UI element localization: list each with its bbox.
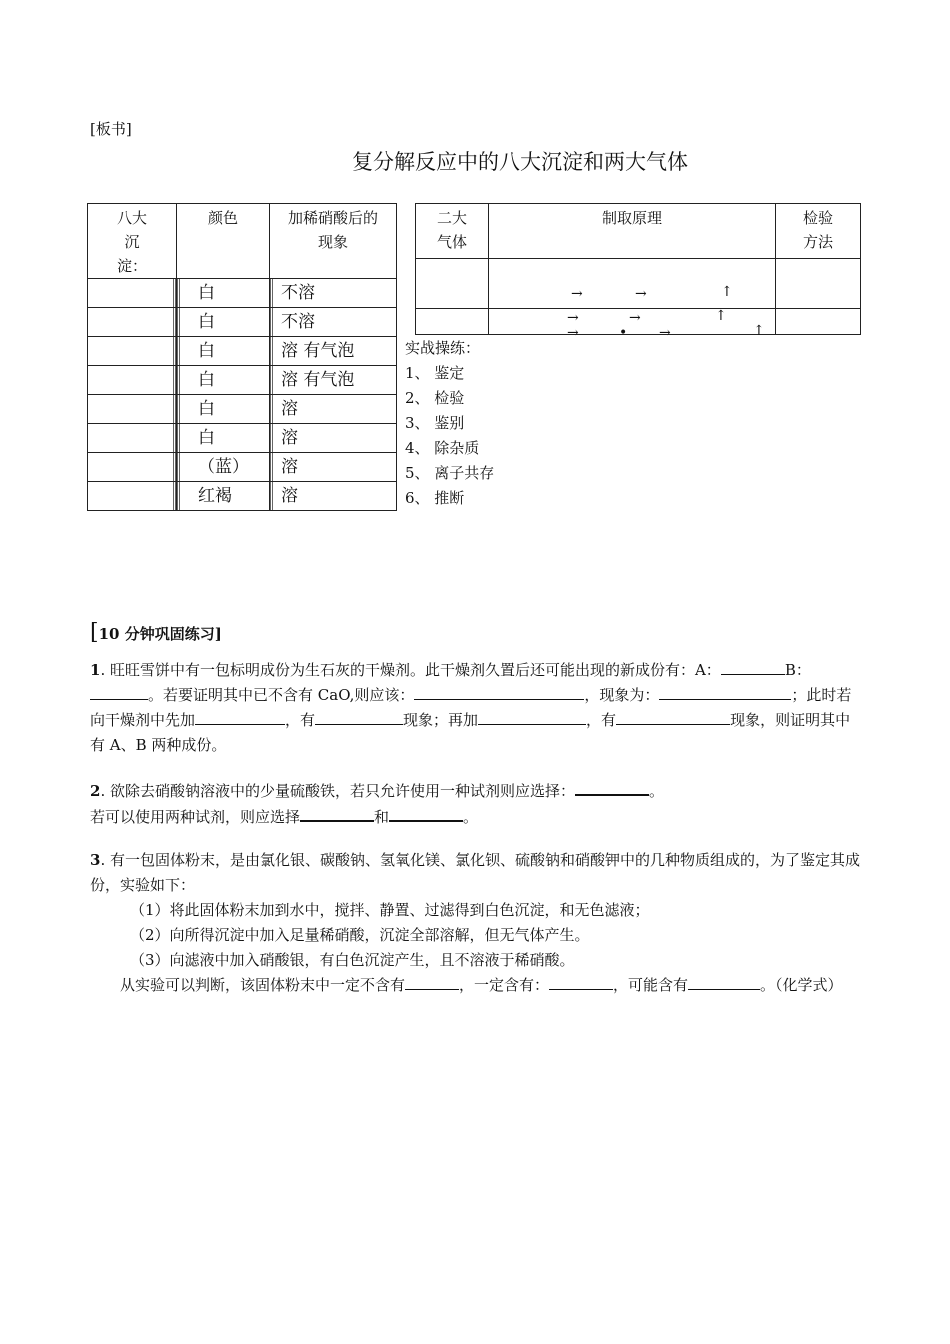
gas-row <box>416 259 861 309</box>
precipitate-name-cell <box>88 424 177 453</box>
precipitate-row <box>88 366 397 395</box>
color-cell: 白 <box>177 366 270 395</box>
arrow-6: → <box>659 324 671 341</box>
precipitate-row <box>88 453 397 482</box>
answer-blank[interactable] <box>300 804 374 822</box>
answer-blank[interactable] <box>414 683 584 700</box>
header-gas: 二大气体 <box>416 204 489 259</box>
color-cell: 红褐 <box>177 482 270 511</box>
answer-blank[interactable] <box>315 708 403 725</box>
precipitate-name-cell <box>88 337 177 366</box>
practice-item: 5、 离子共存 <box>405 464 495 482</box>
board-label: [板书] <box>90 120 132 138</box>
color-cell: 白 <box>177 337 270 366</box>
precipitate-name-cell <box>88 482 177 511</box>
question-1: 1. 旺旺雪饼中有一包标明成份为生石灰的干燥剂。此干燥剂久置后还可能出现的新成份有：A： B：。若要证明其中已不含有 CaO,则应该： ，现象为： ；此时若向干燥剂中先加 ，有 现象；再加 ，有 现象，则证明其中有 A、B 两种成份。 <box>90 658 860 758</box>
color-cell: 白 <box>177 279 270 308</box>
precipitate-name-cell <box>88 395 177 424</box>
answer-blank[interactable] <box>721 658 785 675</box>
step-1: （1）将此固体粉末加到水中，搅拌、静置、过滤得到白色沉淀，和无色滤液； <box>130 901 650 919</box>
up-arrow-1: ↑ <box>721 283 733 300</box>
section-title: [10 分钟巩固练习] <box>90 620 222 645</box>
up-arrow-2: ↑ <box>715 307 727 324</box>
answer-blank[interactable] <box>575 778 649 796</box>
answer-blank[interactable] <box>389 804 463 822</box>
gas-table <box>415 203 861 341</box>
precipitate-row <box>88 308 397 337</box>
precipitate-table <box>87 203 397 511</box>
dot: • <box>619 324 628 341</box>
page-title: 复分解反应中的八大沉淀和两大气体 <box>352 150 688 174</box>
practice-title: 实战操练： <box>405 339 481 357</box>
header-principle: 制取原理 <box>489 204 776 259</box>
color-cell: 白 <box>177 395 270 424</box>
step-3: （3）向滤液中加入硝酸银，有白色沉淀产生，且不溶液于稀硝酸。 <box>130 951 575 969</box>
answer-blank[interactable] <box>195 708 285 725</box>
practice-item: 2、 检验 <box>405 389 465 407</box>
answer-blank[interactable] <box>688 973 760 990</box>
answer-blank[interactable] <box>659 683 791 700</box>
practice-item: 6、 推断 <box>405 489 465 507</box>
phenomenon-cell: 溶 <box>270 453 397 482</box>
arrow-5: → <box>567 324 579 341</box>
question-2: 2. 欲除去硝酸钠溶液中的少量硫酸铁，若只允许使用一种试剂则应选择： 。 若可以使用两种试剂，则应选择 和 。 <box>90 778 860 830</box>
principle-cell <box>489 259 776 326</box>
phenomenon-cell: 溶 <box>270 424 397 453</box>
color-cell: 白 <box>177 308 270 337</box>
answer-blank[interactable] <box>616 708 730 725</box>
test-cell <box>776 259 861 309</box>
practice-item: 1、 鉴定 <box>405 364 465 382</box>
color-cell: 白 <box>177 424 270 453</box>
phenomenon-cell: 溶 有气泡 <box>270 366 397 395</box>
answer-blank[interactable] <box>478 708 586 725</box>
answer-blank[interactable] <box>549 973 613 990</box>
phenomenon-cell: 不溶 <box>270 308 397 337</box>
header-test: 检验方法 <box>776 204 861 259</box>
gas-name-cell <box>416 309 489 335</box>
step-2: （2）向所得沉淀中加入足量稀硝酸，沉淀全部溶解，但无气体产生。 <box>130 926 590 944</box>
precipitate-row <box>88 424 397 453</box>
arrow-3: → <box>567 309 579 326</box>
precipitate-table-header <box>88 204 397 279</box>
header-color: 颜色 <box>177 204 270 279</box>
practice-item: 4、 除杂质 <box>405 439 480 457</box>
up-arrow-3: ↑ <box>753 322 765 339</box>
header-precipitate: 八大沉淀： <box>88 204 177 279</box>
precipitate-row <box>88 482 397 511</box>
precipitate-row <box>88 395 397 424</box>
precipitate-name-cell <box>88 308 177 337</box>
color-cell: （蓝） <box>177 453 270 482</box>
arrow-4: → <box>629 309 641 326</box>
gas-table-header <box>416 204 861 259</box>
arrow-1: → <box>571 285 583 302</box>
phenomenon-cell: 溶 <box>270 482 397 511</box>
answer-blank[interactable] <box>90 683 148 700</box>
arrow-2: → <box>635 285 647 302</box>
practice-list <box>405 336 494 511</box>
phenomenon-cell: 溶 有气泡 <box>270 337 397 366</box>
answer-blank[interactable] <box>405 973 459 990</box>
precipitate-row <box>88 337 397 366</box>
phenomenon-cell: 不溶 <box>270 279 397 308</box>
precipitate-name-cell <box>88 279 177 308</box>
gas-name-cell <box>416 259 489 309</box>
question-3: 3. 有一包固体粉末，是由氯化银、碳酸钠、氢氧化镁、氯化钡、硫酸钠和硝酸钾中的几种物质组成的，为了鉴定其成份，实验如下： （1）将此固体粉末加到水中，搅拌、静置、过滤得到白色沉淀，和无色滤液； （2）向所得沉淀中加入足量稀硝酸，沉淀全部溶解，但无气体产生。 （3）向滤液中加入硝酸银，有白色沉淀产生，且不溶液于稀硝酸。 从实验可以判断，该固体粉末中一定不含有 ，一定含有： ，可能含有 。（化学式） <box>90 851 860 994</box>
precipitate-row <box>88 279 397 308</box>
header-phenomenon: 加稀硝酸后的现象 <box>270 204 397 279</box>
precipitate-name-cell <box>88 453 177 482</box>
practice-item: 3、 鉴别 <box>405 414 465 432</box>
phenomenon-cell: 溶 <box>270 395 397 424</box>
test-cell <box>776 309 861 335</box>
precipitate-name-cell <box>88 366 177 395</box>
